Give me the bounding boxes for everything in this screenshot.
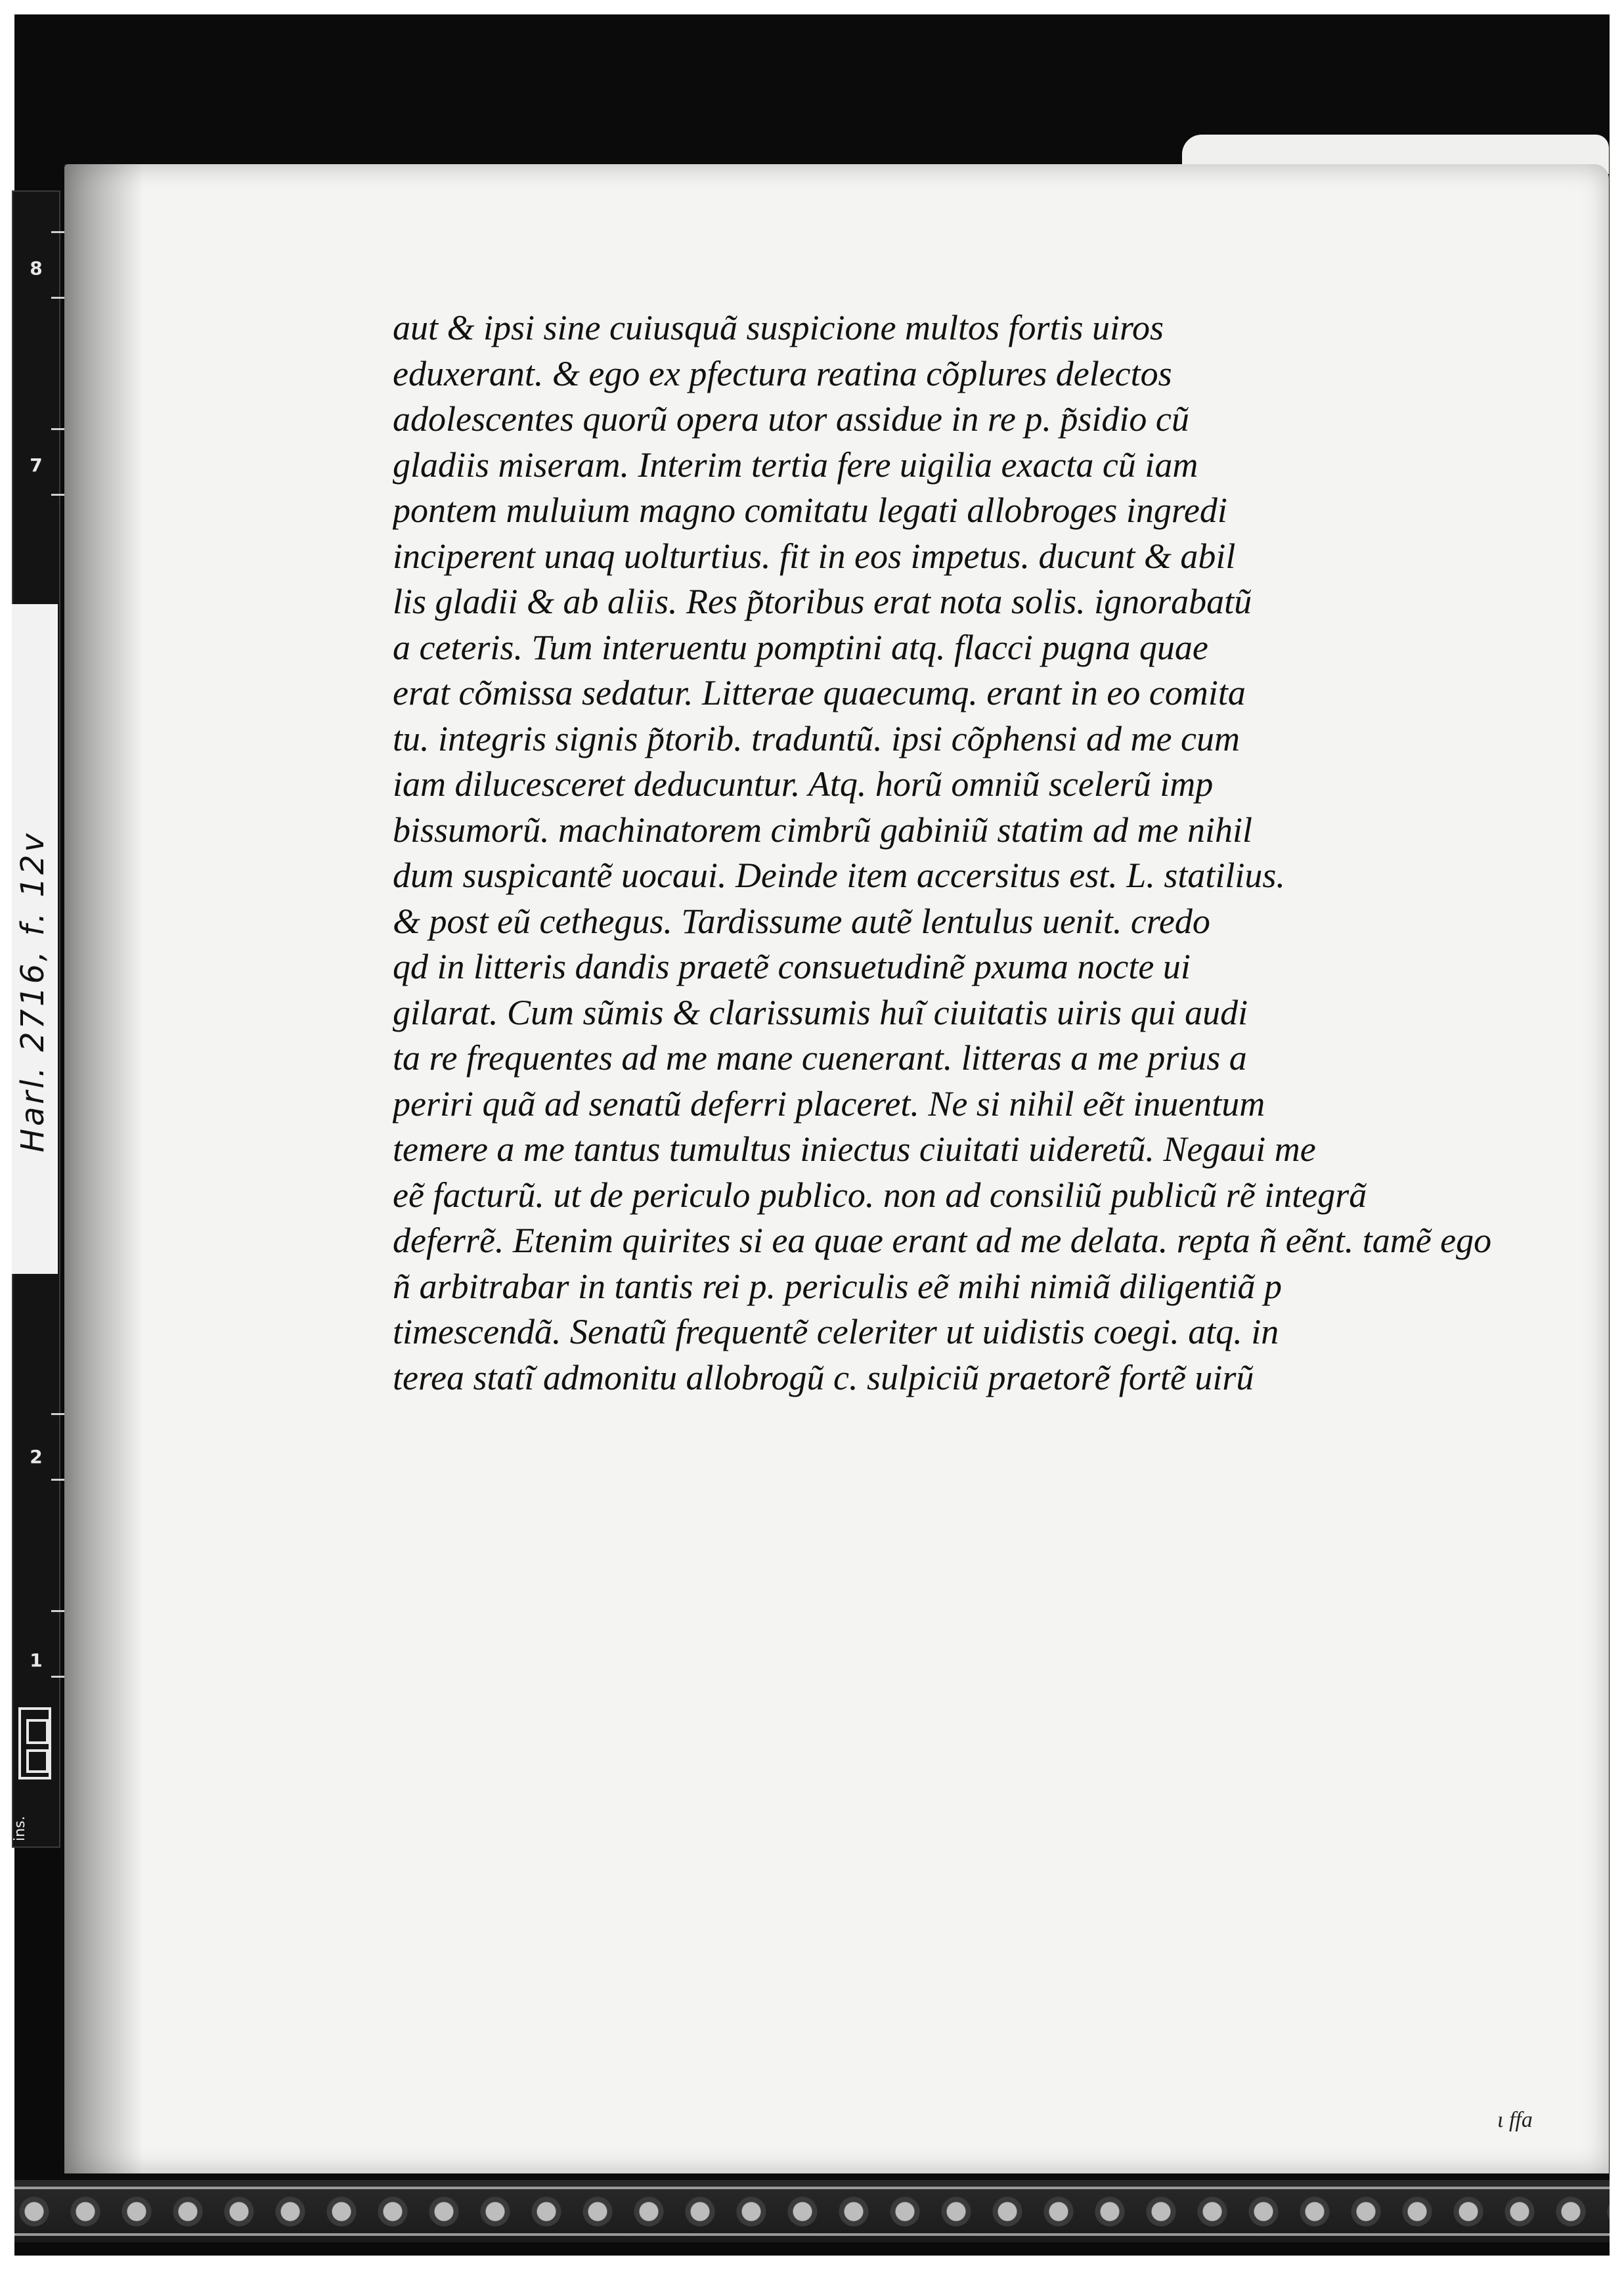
text-line: & post eũ cethegus. Tardissume autẽ lentulus uenit. credo bbox=[393, 901, 1210, 941]
page-gutter-shadow bbox=[64, 164, 143, 2173]
text-line: qd in litteris dandis praetẽ consuetudinẽ pxuma nocte ui bbox=[393, 947, 1191, 986]
text-line: adolescentes quorũ opera utor assidue in re p. p̃sidio cũ bbox=[393, 399, 1189, 439]
text-line: a ceteris. Tum interuentu pomptini atq. flacci pugna quae bbox=[393, 627, 1208, 667]
ruler-mark-8: 8 bbox=[30, 257, 43, 279]
text-line: timescendã. Senatũ frequentẽ celeriter ut uidistis coegi. atq. in bbox=[393, 1312, 1279, 1351]
text-line: bissumorũ. machinatorem cimbrũ gabiniũ statim ad me nihil bbox=[393, 810, 1252, 850]
ruler-mark-2: 2 bbox=[30, 1446, 43, 1468]
scale-logo-icon bbox=[18, 1707, 51, 1779]
unit-label: ins. bbox=[12, 1816, 28, 1842]
footer-note: ι ffa bbox=[1497, 2108, 1533, 2132]
text-line: periri quã ad senatũ deferri placeret. Ne si nihil eẽt inuentum bbox=[393, 1083, 1265, 1124]
text-line: gilarat. Cum sũmis & clarissumis huĩ ciuitatis uiris qui audi bbox=[393, 992, 1248, 1032]
text-line: iam dilucesceret deducuntur. Atq. horũ omniũ scelerũ imp bbox=[393, 764, 1214, 804]
text-line: deferrẽ. Etenim quirites si ea quae erant ad me delata. repta ñ eẽnt. tamẽ ego bbox=[393, 1221, 1492, 1260]
text-line: tu. integris signis p̃torib. traduntũ. ipsi cõphensi ad me cum bbox=[393, 718, 1240, 758]
decorative-border bbox=[14, 2180, 1610, 2242]
shelfmark-label: Harl. 2716, f. 12v bbox=[14, 831, 51, 1152]
ruler-mark-7: 7 bbox=[30, 454, 43, 476]
text-line: dum suspicantẽ uocaui. Deinde item accersitus est. L. statilius. bbox=[393, 856, 1285, 895]
ruler-mark-1: 1 bbox=[30, 1649, 43, 1671]
text-line: inciperent unaq uolturtius. fit in eos impetus. ducunt & abil bbox=[393, 536, 1236, 576]
text-line: aut & ipsi sine cuiusquã suspicione multos fortis uiros bbox=[393, 308, 1164, 347]
text-line: ñ arbitrabar in tantis rei p. periculis eẽ mihi nimiã diligentiã p bbox=[393, 1266, 1282, 1306]
text-line: gladiis miseram. Interim tertia fere uigilia exacta cũ iam bbox=[393, 445, 1198, 485]
text-line: pontem muluium magno comitatu legati allobroges ingredi bbox=[393, 491, 1227, 530]
text-line: eẽ facturũ. ut de periculo publico. non ad consiliũ publicũ rẽ integrã bbox=[393, 1175, 1367, 1215]
text-line: erat cõmissa sedatur. Litterae quaecumq. erant in eo comita bbox=[393, 673, 1246, 712]
text-line: ta re frequentes ad me mane cuenerant. litteras a me prius a bbox=[393, 1038, 1247, 1078]
text-line: temere a me tantus tumultus iniectus ciuitati uideretũ. Negaui me bbox=[393, 1129, 1316, 1169]
text-line: lis gladii & ab aliis. Res p̃toribus erat nota solis. ignorabatũ bbox=[393, 582, 1252, 621]
text-line: terea statĩ admonitu allobrogũ c. sulpiciũ praetorẽ fortẽ uirũ bbox=[393, 1357, 1254, 1397]
manuscript-text bbox=[393, 305, 1568, 1401]
text-line: eduxerant. & ego ex pfectura reatina cõplures delectos bbox=[393, 353, 1172, 393]
